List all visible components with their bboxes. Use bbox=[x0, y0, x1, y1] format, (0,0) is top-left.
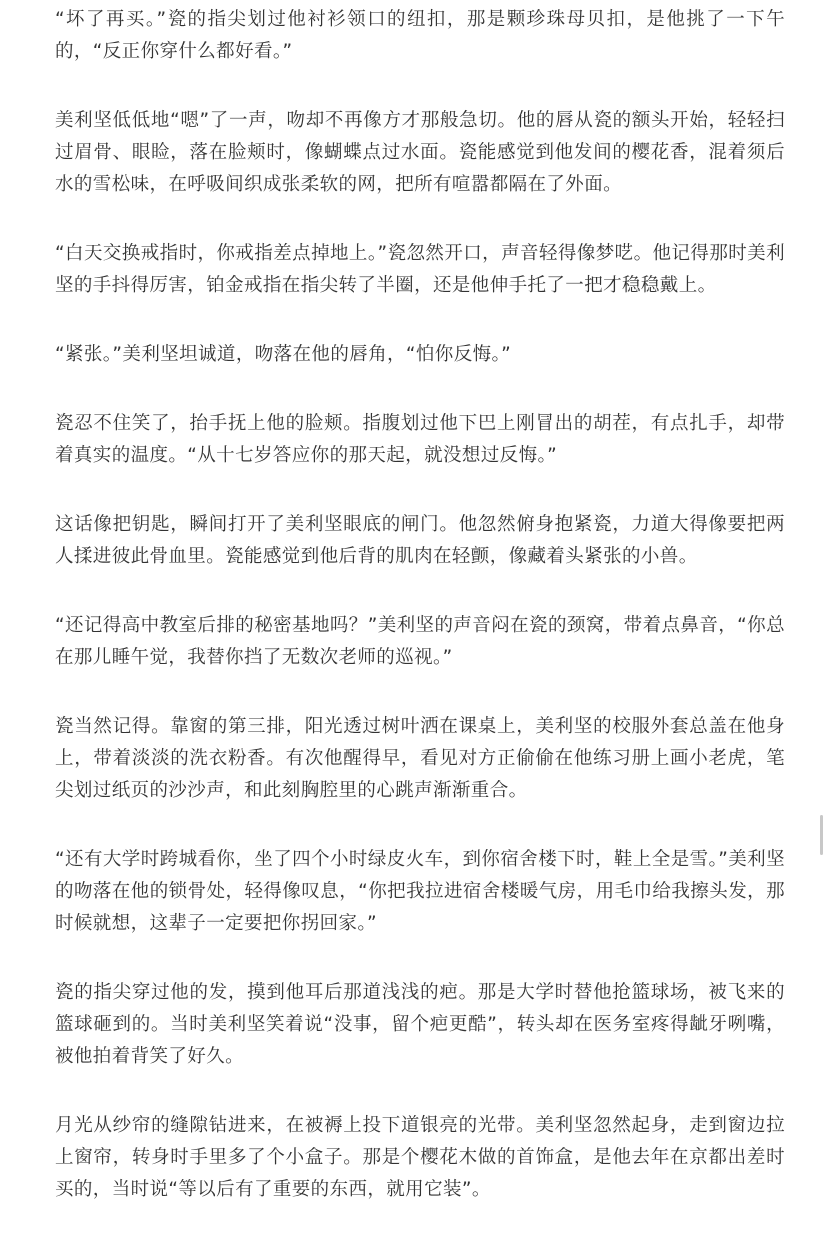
paragraph-3: “白天交换戒指时，你戒指差点掉地上。”瓷忽然开口，声音轻得像梦呓。他记得那时美利坚的手抖得厉害，铂金戒指在指尖转了半圈，还是他伸手托了一把才稳稳戴上。 bbox=[55, 243, 785, 296]
scrollbar-thumb[interactable] bbox=[820, 815, 823, 855]
paragraph-6: 这话像把钥匙，瞬间打开了美利坚眼底的闸门。他忽然俯身抱紧瓷，力道大得像要把两人揉进彼此骨血里。瓷能感觉到他后背的肌肉在轻颤，像藏着头紧张的小兽。 bbox=[55, 514, 785, 567]
paragraph-1: “坏了再买。”瓷的指尖划过他衬衫领口的纽扣，那是颗珍珠母贝扣，是他挑了一下午的，“反正你穿什么都好看。” bbox=[55, 9, 785, 62]
paragraph-8: 瓷当然记得。靠窗的第三排，阳光透过树叶洒在课桌上，美利坚的校服外套总盖在他身上，带着淡淡的洗衣粉香。有次他醒得早，看见对方正偷偷在他练习册上画小老虎，笔尖划过纸页的沙沙声，和此刻胸腔里的心跳声渐渐重合。 bbox=[55, 716, 785, 801]
paragraph-5: 瓷忍不住笑了，抬手抚上他的脸颊。指腹划过他下巴上刚冒出的胡茬，有点扎手，却带着真实的温度。“从十七岁答应你的那天起，就没想过反悔。” bbox=[55, 413, 785, 466]
article-body bbox=[55, 4, 785, 1243]
paragraph-2: 美利坚低低地“嗯”了一声，吻却不再像方才那般急切。他的唇从瓷的额头开始，轻轻扫过眉骨、眼睑，落在脸颊时，像蝴蝶点过水面。瓷能感觉到他发间的樱花香，混着须后水的雪松味，在呼吸间织成张柔软的网，把所有喧嚣都隔在了外面。 bbox=[55, 110, 785, 195]
paragraph-10: 瓷的指尖穿过他的发，摸到他耳后那道浅浅的疤。那是大学时替他抢篮球场，被飞来的篮球砸到的。当时美利坚笑着说“没事，留个疤更酷”，转头却在医务室疼得龇牙咧嘴，被他拍着背笑了好久。 bbox=[55, 982, 785, 1067]
paragraph-9: “还有大学时跨城看你，坐了四个小时绿皮火车，到你宿舍楼下时，鞋上全是雪。”美利坚的吻落在他的锁骨处，轻得像叹息，“你把我拉进宿舍楼暖气房，用毛巾给我擦头发，那时候就想，这辈子一定要把你拐回家。” bbox=[55, 849, 785, 934]
paragraph-7: “还记得高中教室后排的秘密基地吗？”美利坚的声音闷在瓷的颈窝，带着点鼻音，“你总在那儿睡午觉，我替你挡了无数次老师的巡视。” bbox=[55, 615, 785, 668]
paragraph-11: 月光从纱帘的缝隙钻进来，在被褥上投下道银亮的光带。美利坚忽然起身，走到窗边拉上窗帘，转身时手里多了个小盒子。那是个樱花木做的首饰盒，是他去年在京都出差时买的，当时说“等以后有了重要的东西，就用它装”。 bbox=[55, 1115, 785, 1200]
paragraph-4: “紧张。”美利坚坦诚道，吻落在他的唇角，“怕你反悔。” bbox=[55, 344, 512, 365]
